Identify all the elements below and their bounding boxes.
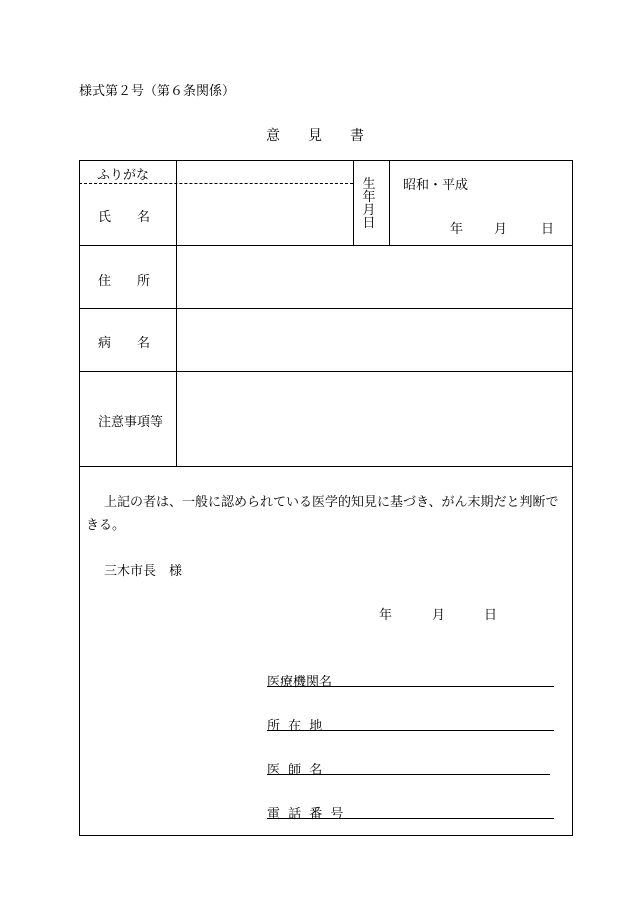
row-divider-4 — [79, 466, 573, 467]
notes-label: 注意事項等 — [98, 415, 164, 430]
furigana-dashed-divider — [79, 183, 353, 184]
date-day-label: 日 — [484, 608, 498, 623]
row-divider-2 — [79, 308, 573, 309]
form-number: 様式第２号（第６条関係） — [79, 84, 236, 99]
furigana-label: ふりがな — [97, 168, 150, 183]
location-field[interactable] — [267, 730, 554, 731]
phone-field[interactable] — [267, 818, 554, 819]
label-column-divider — [176, 160, 177, 466]
row-divider-1 — [79, 245, 573, 246]
document-title: 意見書 — [266, 128, 392, 144]
era-label: 昭和・平成 — [403, 178, 469, 193]
doctor-name-label: 医 師 名 — [267, 763, 325, 778]
location-label: 所 在 地 — [267, 719, 325, 734]
birth-month-label: 月 — [494, 222, 508, 237]
address-label: 住 所 — [98, 274, 151, 289]
disease-label: 病 名 — [98, 336, 151, 351]
phone-label: 電 話 番 号 — [267, 807, 346, 822]
institution-label: 医療機関名 — [267, 675, 333, 690]
addressee: 三木市長 様 — [104, 564, 183, 579]
birthdate-left-divider — [353, 160, 354, 245]
date-month-label: 月 — [432, 608, 446, 623]
institution-field[interactable] — [267, 686, 554, 687]
birthdate-label: 生 年 月 日 — [362, 177, 376, 231]
doctor-name-field[interactable] — [267, 774, 550, 775]
date-year-label: 年 — [379, 608, 393, 623]
birthdate-right-divider — [389, 160, 390, 245]
birth-day-label: 日 — [541, 222, 555, 237]
row-divider-3 — [79, 371, 573, 372]
name-label: 氏 名 — [98, 210, 151, 225]
statement-text: 上記の者は、一般に認められている医学的知見に基づき、がん末期だと判断できる。 — [86, 495, 559, 533]
birth-year-label: 年 — [450, 222, 464, 237]
